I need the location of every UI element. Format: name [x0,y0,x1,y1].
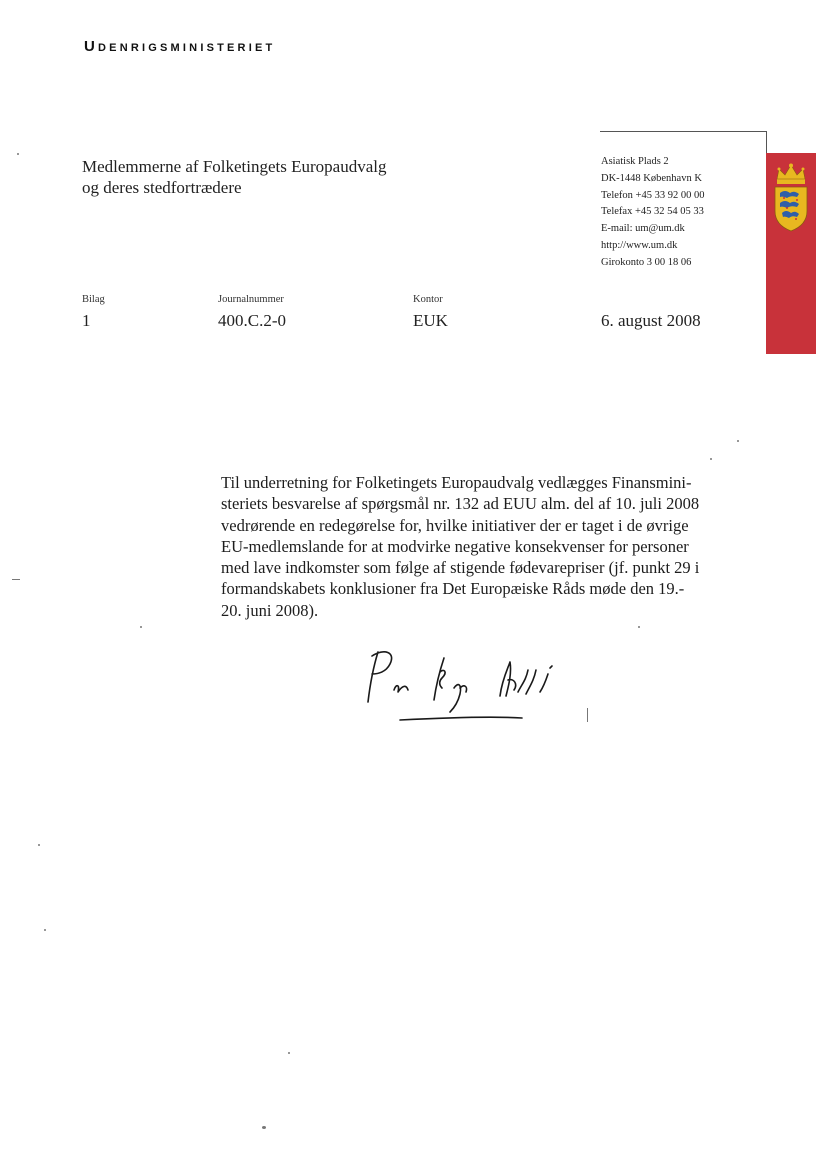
body-line: vedrørende en redegørelse for, hvilke initiativer der er taget i de øvrige [221,515,689,535]
body-line: formandskabets konklusioner fra Det Europæiske Råds møde den 19.- [221,579,685,599]
kontor-value: EUK [413,311,448,330]
scan-speck [44,929,46,931]
body-line: Til underretning for Folketingets Europaudvalg vedlægges Finansmini- [221,473,692,492]
journal-value: 400.C.2-0 [218,311,286,330]
recipient-block [82,156,387,198]
body-line: 20. juni 2008). [221,600,319,620]
scan-speck [587,708,588,722]
address-phone: Telefon +45 33 92 00 00 [601,189,705,201]
scan-speck [262,1126,266,1129]
coat-of-arms-icon [771,163,811,233]
address-email: E-mail: um@um.dk [601,223,685,235]
coat-of-arms-band [766,153,816,354]
scan-speck [38,844,40,846]
ministry-letterhead: Udenrigsministeriet [84,38,276,55]
handwritten-signature [350,640,580,730]
address-city: DK-1448 København K [601,172,702,184]
body-line: steriets besvarelse af spørgsmål nr. 132 ad EUU alm. del af 10. juli 2008 [221,494,700,514]
kontor-label: Kontor [413,294,443,305]
recipient-line-1: Medlemmerne af Folketingets Europaudvalg [82,157,387,176]
letter-date: 6. august 2008 [601,311,701,330]
scan-speck [288,1052,290,1054]
body-line: med lave indkomster som følge af stigende fødevarepriser (jf. punkt 29 i [221,558,700,578]
address-rule-corner [766,131,767,153]
scan-speck [710,458,712,460]
scan-speck [12,579,20,580]
address-fax: Telefax +45 32 54 05 33 [601,206,704,218]
scan-speck [17,153,19,155]
bilag-label: Bilag [82,294,105,305]
address-giro: Girokonto 3 00 18 06 [601,256,692,268]
letter-body [221,472,717,621]
bilag-value: 1 [82,311,91,330]
sender-address [601,154,704,272]
address-street: Asiatisk Plads 2 [601,156,669,167]
journal-label: Journalnummer [218,294,284,305]
address-web: http://www.um.dk [601,239,678,251]
body-line: EU-medlemslande for at modvirke negative konsekvenser for personer [221,536,689,556]
address-rule [600,131,766,132]
scan-speck [737,440,739,442]
recipient-line-2: og deres stedfortrædere [82,178,242,197]
scan-speck [638,626,640,628]
scan-speck [140,626,142,628]
